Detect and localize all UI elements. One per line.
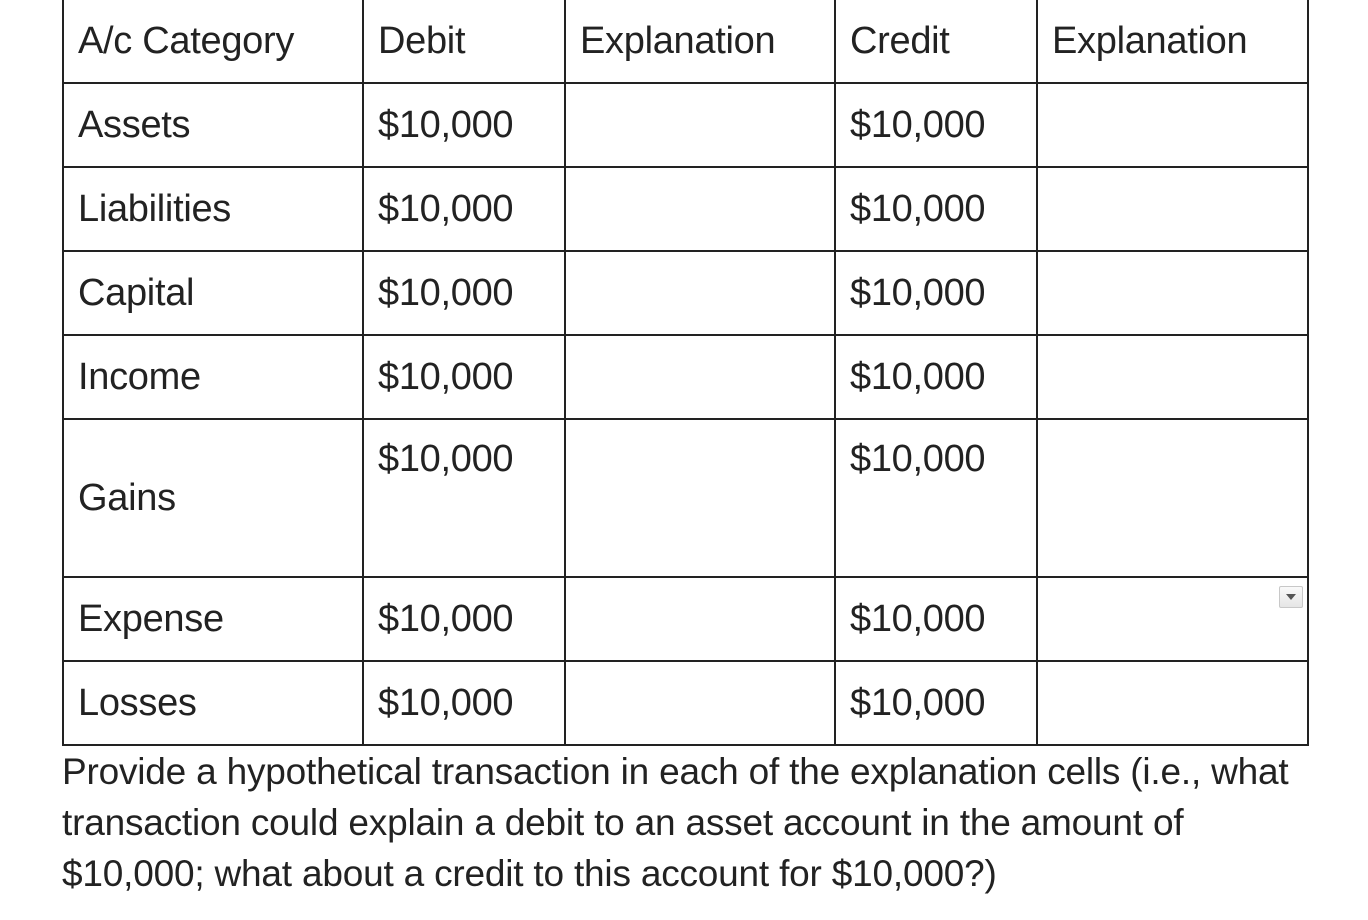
category-cell: Income [63, 335, 363, 419]
category-cell: Capital [63, 251, 363, 335]
account-category-table [62, 0, 1309, 746]
debit-explanation-cell[interactable] [565, 419, 835, 577]
debit-cell: $10,000 [363, 335, 565, 419]
credit-explanation-cell[interactable] [1037, 419, 1308, 577]
header-debit: Debit [363, 0, 565, 83]
credit-explanation-cell[interactable] [1037, 251, 1308, 335]
instructions-text: Provide a hypothetical transaction in each of the explanation cells (i.e., what transaction could explain a debit to an asset account in the amount of $10,000; what about a credit to this account for $10,000?) [62, 751, 1289, 894]
credit-explanation-cell[interactable] [1037, 167, 1308, 251]
credit-cell: $10,000 [835, 251, 1037, 335]
credit-explanation-cell[interactable] [1037, 577, 1308, 661]
credit-cell: $10,000 [835, 167, 1037, 251]
credit-cell: $10,000 [835, 419, 1037, 577]
header-credit: Credit [835, 0, 1037, 83]
debit-explanation-cell[interactable] [565, 167, 835, 251]
table-row [63, 577, 1308, 661]
category-cell: Losses [63, 661, 363, 745]
category-cell: Expense [63, 577, 363, 661]
debit-cell: $10,000 [363, 167, 565, 251]
credit-cell: $10,000 [835, 335, 1037, 419]
table-row [63, 83, 1308, 167]
debit-explanation-cell[interactable] [565, 83, 835, 167]
debit-explanation-cell[interactable] [565, 251, 835, 335]
category-cell: Assets [63, 83, 363, 167]
credit-explanation-cell[interactable] [1037, 83, 1308, 167]
table-row [63, 167, 1308, 251]
debit-cell: $10,000 [363, 661, 565, 745]
debit-explanation-cell[interactable] [565, 577, 835, 661]
debit-cell: $10,000 [363, 419, 565, 577]
credit-cell: $10,000 [835, 661, 1037, 745]
credit-explanation-cell[interactable] [1037, 335, 1308, 419]
table-header-row [63, 0, 1308, 83]
header-credit-explanation: Explanation [1037, 0, 1308, 83]
credit-cell: $10,000 [835, 83, 1037, 167]
debit-cell: $10,000 [363, 577, 565, 661]
debit-explanation-cell[interactable] [565, 335, 835, 419]
table-row [63, 419, 1308, 577]
debit-cell: $10,000 [363, 251, 565, 335]
category-cell: Liabilities [63, 167, 363, 251]
chevron-down-icon[interactable] [1279, 586, 1303, 608]
table-row [63, 251, 1308, 335]
debit-cell: $10,000 [363, 83, 565, 167]
credit-cell: $10,000 [835, 577, 1037, 661]
debit-explanation-cell[interactable] [565, 661, 835, 745]
header-debit-explanation: Explanation [565, 0, 835, 83]
table-row [63, 661, 1308, 745]
header-category: A/c Category [63, 0, 363, 83]
table-row [63, 335, 1308, 419]
credit-explanation-cell[interactable] [1037, 661, 1308, 745]
category-cell: Gains [63, 419, 363, 577]
